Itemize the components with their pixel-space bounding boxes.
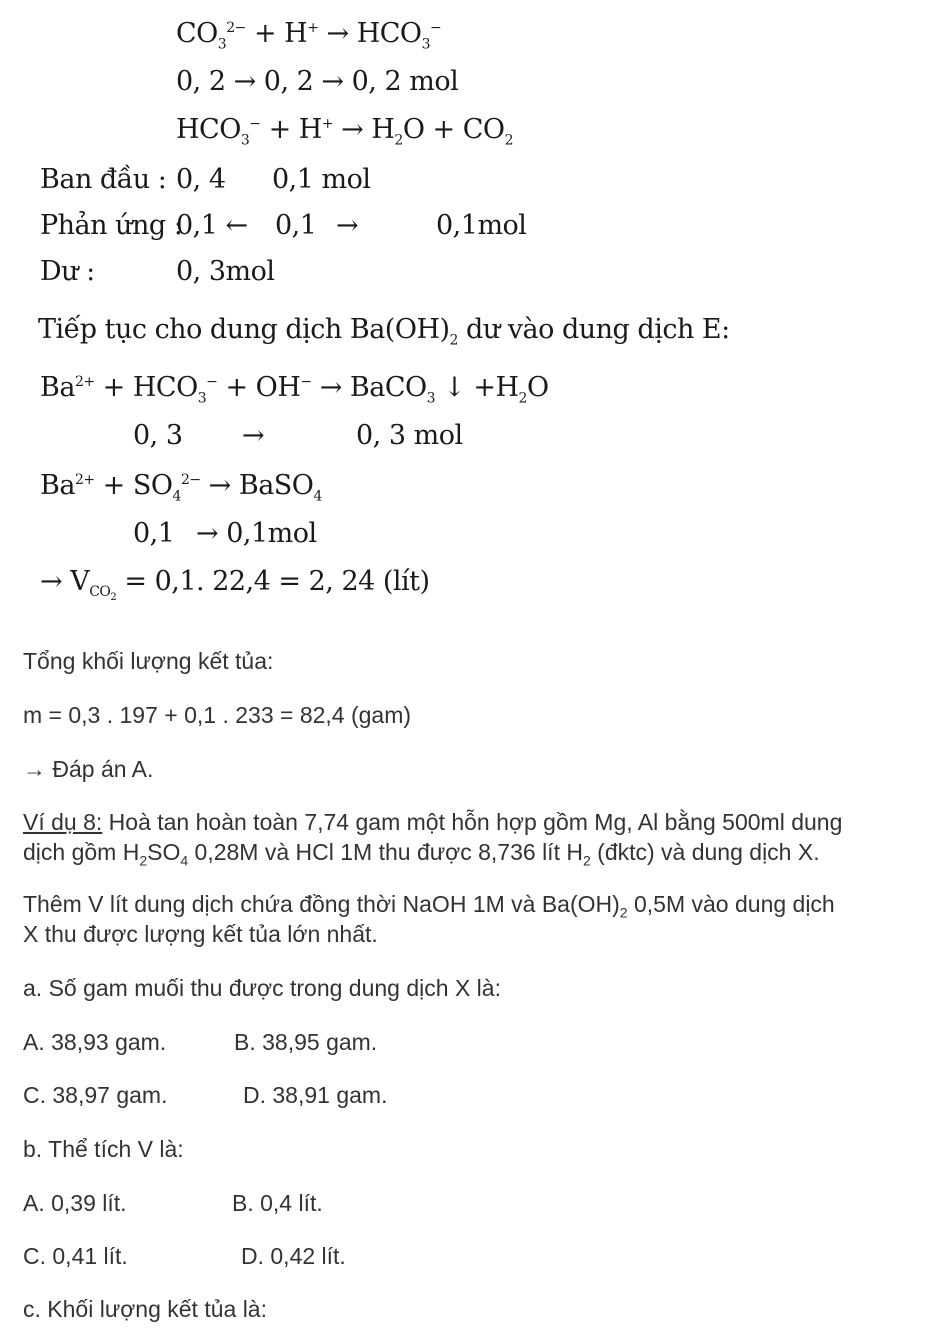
- eq3-ba: Ba: [40, 372, 75, 403]
- eq4-baso: → BaSO: [200, 470, 314, 501]
- equation-bicarbonate-proton: [176, 114, 513, 149]
- total-precipitate-text: Tổng khối lượng kết tủa:: [23, 648, 274, 674]
- row-reaction-label: Phản ứng :: [40, 210, 183, 241]
- continue-text: [38, 314, 730, 349]
- equation-barium-sulfate: [40, 470, 322, 505]
- eq1-co-sub: 3: [217, 36, 227, 53]
- row-excess-v1: 0, 3mol: [176, 256, 275, 287]
- eq1-hco: → HCO: [318, 18, 422, 49]
- eq2-hco-sub: 3: [240, 132, 250, 149]
- example-8-line-1: [23, 809, 842, 836]
- continue-text-sub: 2: [449, 332, 458, 349]
- question-a: a. Số gam muối thu được trong dung dịch X là:: [23, 975, 501, 1001]
- row-reaction-v1: 0,1 ←: [176, 210, 248, 241]
- eq2-h: + H: [260, 114, 322, 145]
- volume-sub-2: 2: [110, 592, 117, 604]
- example-8-sub3: 2: [582, 852, 591, 869]
- row-reaction-arrow: →: [336, 210, 359, 241]
- eq3-hco-sub: 3: [197, 390, 207, 407]
- eq3-baco: → BaCO: [311, 372, 427, 403]
- example-8-text-b2: SO: [147, 839, 181, 865]
- mass-formula: m = 0,3 . 197 + 0,1 . 233 = 82,4 (gam): [23, 702, 412, 728]
- question-c: c. Khối lượng kết tủa là:: [23, 1296, 267, 1322]
- continue-text-a: Tiếp tục cho dung dịch Ba(OH): [38, 314, 450, 345]
- row-initial-label: Ban đầu :: [40, 164, 167, 195]
- eq4-so-sup: 2−: [180, 472, 201, 488]
- eq3-mol-arrow: →: [242, 420, 265, 451]
- add-volume-line-2: X thu được lượng kết tủa lớn nhất.: [23, 921, 378, 947]
- example-8-text-b4: (đktc) và dung dịch X.: [590, 839, 820, 865]
- example-8-sub2: 4: [180, 852, 189, 869]
- eq3-mol-v2: 0, 3 mol: [356, 420, 463, 451]
- eq2-h2o: → H: [333, 114, 395, 145]
- example-8-sub1: 2: [139, 852, 148, 869]
- add-volume-line-1: [23, 891, 835, 921]
- eq4-mol-v2: → 0,1mol: [196, 518, 317, 549]
- continue-text-b: dư vào dung dịch E:: [457, 314, 730, 345]
- eq4-mol-v1: 0,1: [133, 518, 175, 549]
- row-excess-label: Dư :: [40, 256, 95, 287]
- add-volume-sub: 2: [619, 904, 628, 921]
- volume-v: → V: [40, 566, 90, 597]
- row-initial-v1: 0, 4: [176, 164, 226, 195]
- example-8-text-a: Hoà tan hoàn toàn 7,74 gam một hỗn hợp gồm Mg, Al bằng 500ml dung: [102, 809, 843, 835]
- example-8-text-b3: 0,28M và HCl 1M thu được 8,736 lít H: [188, 839, 583, 865]
- eq3-h2: ↓ +H: [435, 372, 519, 403]
- equation-barium-carbonate: [40, 372, 549, 407]
- answer-line: → Đáp án A.: [23, 756, 154, 782]
- eq3-hco-sup: −: [206, 374, 218, 390]
- volume-result: [40, 566, 430, 604]
- eq2-hco-sup: −: [249, 116, 261, 132]
- add-volume-text-a: Thêm V lít dung dịch chứa đồng thời NaOH 1M và Ba(OH): [23, 891, 620, 917]
- question-b-option-b: B. 0,4 lít.: [232, 1190, 323, 1216]
- volume-sub: [89, 584, 117, 604]
- question-b-option-a: A. 0,39 lít.: [23, 1190, 127, 1216]
- row-reaction-v3: 0,1mol: [436, 210, 527, 241]
- question-a-option-b: B. 38,95 gam.: [234, 1029, 378, 1055]
- eq4-ba: Ba: [40, 470, 75, 501]
- eq1-co-sup: 2−: [226, 20, 246, 36]
- question-a-option-d: D. 38,91 gam.: [243, 1082, 388, 1108]
- row-reaction-v2: 0,1: [275, 210, 317, 241]
- eq2-co2-sub: 2: [504, 132, 513, 149]
- question-a-option-c: C. 38,97 gam.: [23, 1082, 168, 1108]
- example-8-label: Ví dụ 8:: [23, 809, 103, 835]
- question-b-option-d: D. 0,42 lít.: [241, 1243, 346, 1269]
- equation-carbonate-proton: [176, 18, 442, 53]
- volume-sub-co: CO: [89, 584, 111, 601]
- question-b: b. Thể tích V là:: [23, 1136, 184, 1162]
- eq4-so-sub: 4: [172, 488, 181, 505]
- eq3-baco-sub: 3: [426, 390, 436, 407]
- eq1-h-sup: +: [307, 20, 319, 36]
- eq3-hco: + HCO: [94, 372, 198, 403]
- example-8-line-2: [23, 839, 820, 869]
- eq4-baso-sub: 4: [313, 488, 322, 505]
- eq2-hco: HCO: [176, 114, 241, 145]
- eq4-so: + SO: [94, 470, 173, 501]
- question-b-option-c: C. 0,41 lít.: [23, 1243, 128, 1269]
- eq2-h-sup: +: [321, 116, 334, 132]
- question-a-option-a: A. 38,93 gam.: [23, 1029, 167, 1055]
- eq2-h2o-sub: 2: [394, 132, 403, 149]
- eq3-h2-sub: 2: [518, 390, 527, 407]
- eq1-hco-sup: −: [430, 20, 442, 36]
- eq1-hco-sub: 3: [421, 36, 430, 53]
- eq1-h: + H: [245, 18, 308, 49]
- eq3-oh-sup: −: [300, 374, 312, 390]
- eq3-oh: + OH: [217, 372, 301, 403]
- add-volume-text-b: 0,5M vào dung dịch: [627, 891, 835, 917]
- row-initial-v2: 0,1 mol: [272, 164, 371, 195]
- eq1-co: CO: [176, 18, 218, 49]
- volume-value: = 0,1. 22,4 = 2, 24 (lít): [116, 566, 430, 597]
- example-8-text-b1: dịch gồm H: [23, 839, 140, 865]
- eq3-ba-sup: 2+: [74, 374, 95, 390]
- eq4-ba-sup: 2+: [74, 472, 95, 488]
- eq3-mol-v1: 0, 3: [133, 420, 183, 451]
- eq2-co2: O + CO: [402, 114, 505, 145]
- eq3-o: O: [526, 372, 549, 403]
- equation-mol-line-1: 0, 2 → 0, 2 → 0, 2 mol: [176, 66, 459, 97]
